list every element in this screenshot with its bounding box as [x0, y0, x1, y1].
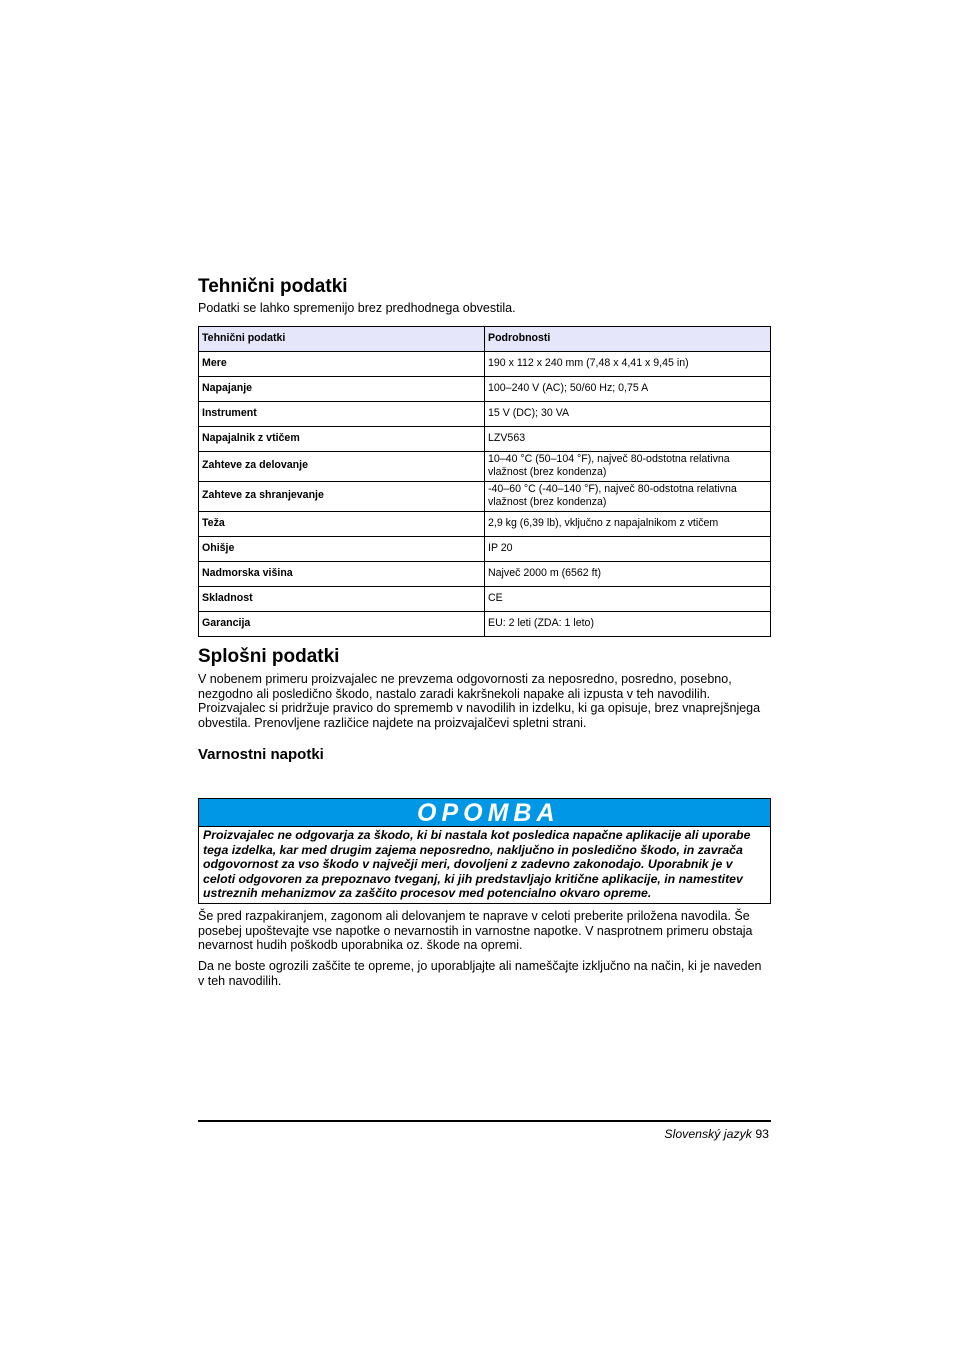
spec-label: Garancija [199, 612, 485, 637]
spec-label: Mere [199, 352, 485, 377]
spec-label: Skladnost [199, 587, 485, 612]
spec-value: 15 V (DC); 30 VA [485, 402, 771, 427]
spec-value: EU: 2 leti (ZDA: 1 leto) [485, 612, 771, 637]
table-row [199, 402, 771, 427]
spec-table [198, 326, 771, 637]
general-data-heading: Splošni podatki [198, 646, 340, 667]
table-row [199, 427, 771, 452]
spec-value: CE [485, 587, 771, 612]
spec-value: Največ 2000 m (6562 ft) [485, 562, 771, 587]
table-header-cell: Tehnični podatki [199, 327, 485, 352]
table-row [199, 612, 771, 637]
spec-label: Teža [199, 512, 485, 537]
table-header-cell: Podrobnosti [485, 327, 771, 352]
spec-value: IP 20 [485, 537, 771, 562]
safety-heading: Varnostni napotki [198, 746, 324, 763]
table-row [199, 482, 771, 512]
spec-label: Nadmorska višina [199, 562, 485, 587]
spec-label: Ohišje [199, 537, 485, 562]
proper-use-paragraph: Da ne boste ogrozili zaščite te opreme, jo uporabljajte ali nameščajte izključno na način, ki je naveden v teh navodilih. [198, 959, 762, 988]
footer-language: Slovenský jazyk [664, 1127, 752, 1141]
spec-label: Instrument [199, 402, 485, 427]
page-number: 93 [755, 1127, 769, 1141]
tech-data-heading: Tehnični podatki [198, 276, 348, 297]
table-row [199, 587, 771, 612]
spec-value: LZV563 [485, 427, 771, 452]
spec-value: -40–60 °C (-40–140 °F), največ 80-odstotna relativna vlažnost (brez kondenza) [485, 482, 771, 512]
spec-value: 2,9 kg (6,39 lb), vključno z napajalnikom z vtičem [485, 512, 771, 537]
table-row [199, 377, 771, 402]
spec-value: 10–40 °C (50–104 °F), največ 80-odstotna relativna vlažnost (brez kondenza) [485, 452, 771, 482]
spec-label: Napajalnik z vtičem [199, 427, 485, 452]
table-row [199, 512, 771, 537]
spec-label: Napajanje [199, 377, 485, 402]
spec-value: 100–240 V (AC); 50/60 Hz; 0,75 A [485, 377, 771, 402]
table-row [199, 352, 771, 377]
spec-label: Zahteve za shranjevanje [199, 482, 485, 512]
notice-text: Proizvajalec ne odgovarja za škodo, ki bi nastala kot posledica napačne aplikacije ali uporabe tega izdelka, kar med drugim zajema neposredno, naključno in posledično škodo, in zavrača odgovornost za vso škodo v največji meri, dovoljeni z zadevno zakonodajo. Uporabnik je v celoti odgovoren za prepoznavo tveganj, ki jih predstavljajo kritične aplikacije, in namestitev ustreznih mehanizmov za zaščito procesov med potencialno okvaro opreme. [203, 828, 751, 901]
table-row [199, 562, 771, 587]
spec-label: Zahteve za delovanje [199, 452, 485, 482]
notice-box [198, 798, 771, 904]
table-header-row [199, 327, 771, 352]
spec-value: 190 x 112 x 240 mm (7,48 x 4,41 x 9,45 in) [485, 352, 771, 377]
table-row [199, 452, 771, 482]
table-row [199, 537, 771, 562]
footer-divider [198, 1120, 771, 1122]
page-footer [664, 1127, 769, 1141]
tech-data-note: Podatki se lahko spremenijo brez predhodnega obvestila. [198, 301, 516, 315]
read-manual-paragraph: Še pred razpakiranjem, zagonom ali delovanjem te naprave v celoti preberite priložena navodila. Še posebej upoštevajte vse napotke o nevarnostih in varnostne napotke. V nasprotnem primeru obstaja nevarnost hudih poškodb uporabnika oz. škode na opremi. [198, 909, 753, 953]
notice-title: OPOMBA [199, 799, 770, 827]
general-data-paragraph: V nobenem primeru proizvajalec ne prevzema odgovornosti za neposredno, posredno, posebno, nezgodno ali posledično škodo, nastalo zaradi kakršnekoli napake ali izpusta v teh navodilih. Proizvajalec si pridržuje pravico do sprememb v navodilih in izdelku, ki ga opisuje, brez vnaprejšnjega obvestila. Prenovljene različice najdete na proizvajalčevi spletni strani. [198, 672, 761, 730]
